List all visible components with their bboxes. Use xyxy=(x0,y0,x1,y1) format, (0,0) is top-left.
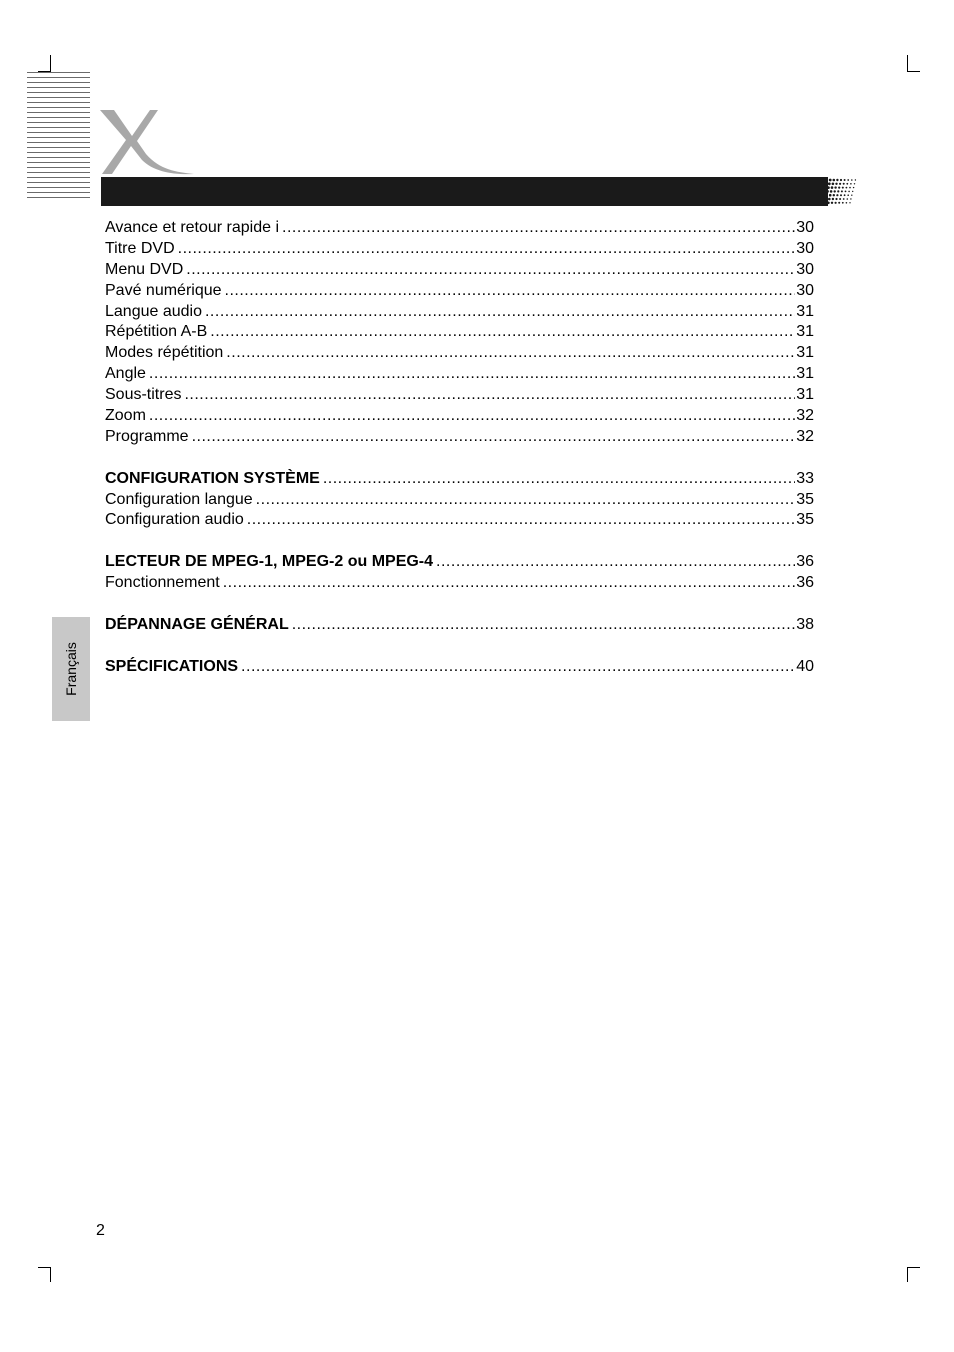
toc-spacer xyxy=(105,636,814,657)
halftone-dot xyxy=(851,195,852,196)
toc-dot-leader xyxy=(226,343,795,364)
toc-spacer xyxy=(105,531,814,552)
toc-dot-leader xyxy=(292,615,795,636)
toc-dot-leader xyxy=(282,218,795,239)
toc-entry xyxy=(105,490,814,511)
halftone-dot xyxy=(855,179,856,180)
toc-spacer xyxy=(105,448,814,469)
toc-dot-leader xyxy=(241,657,795,678)
halftone-dot xyxy=(828,182,831,185)
toc-dot-leader xyxy=(225,281,796,302)
halftone-dot xyxy=(853,187,854,188)
toc-entry-title: Modes répétition xyxy=(105,344,224,362)
toc-entry-page: 31 xyxy=(796,344,814,362)
crop-mark-top-right xyxy=(907,55,920,72)
toc-entry-page: 36 xyxy=(796,553,814,571)
toc-entry xyxy=(105,239,814,260)
toc-dot-leader xyxy=(149,406,795,427)
toc-dot-leader xyxy=(436,552,795,573)
halftone-dot xyxy=(835,202,837,204)
halftone-dot xyxy=(829,194,832,197)
halftone-dot xyxy=(821,182,824,185)
halftone-dot xyxy=(851,179,853,181)
halftone-dot xyxy=(836,194,838,196)
halftone-dot xyxy=(841,190,843,192)
language-tab xyxy=(52,617,90,721)
toc-entry-page: 31 xyxy=(796,323,814,341)
halftone-dot xyxy=(827,202,830,205)
toc-entry-page: 32 xyxy=(796,427,814,445)
halftone-dot xyxy=(848,191,850,193)
halftone-dot xyxy=(837,190,839,192)
toc-entry-page: 31 xyxy=(796,386,814,404)
halftone-dot xyxy=(840,194,842,196)
halftone-dot xyxy=(830,190,833,193)
toc-entry xyxy=(105,406,814,427)
halftone-dot xyxy=(823,201,826,204)
toc-entry-title: Avance et retour rapide i xyxy=(105,219,280,236)
halftone-dot xyxy=(820,186,823,189)
toc-entry-page: 38 xyxy=(796,615,814,633)
toc-dot-leader xyxy=(247,510,795,531)
halftone-dot xyxy=(827,186,830,189)
toc-entry-title: Configuration langue xyxy=(105,490,253,508)
toc-group xyxy=(105,657,814,678)
toc-entry-page: 33 xyxy=(796,469,814,487)
halftone-dot xyxy=(820,190,822,193)
toc-entry xyxy=(105,260,814,281)
halftone-dot xyxy=(846,202,848,204)
halftone-dot xyxy=(835,183,837,185)
toc-entry-title: Pavé numérique xyxy=(105,281,222,299)
toc-group xyxy=(105,552,814,594)
toc-entry-title: Sous-titres xyxy=(105,386,182,404)
toc-entry xyxy=(105,615,814,636)
halftone-dot xyxy=(854,183,855,184)
toc-entry xyxy=(105,218,814,239)
toc-entry xyxy=(105,385,814,406)
toc-entry-page: 35 xyxy=(796,511,814,529)
brand-x-logo-icon xyxy=(98,108,198,176)
decorative-stripes xyxy=(27,72,90,200)
halftone-dot xyxy=(832,183,835,186)
toc-entry xyxy=(105,343,814,364)
toc-dot-leader xyxy=(184,385,795,406)
halftone-dot xyxy=(843,198,845,200)
halftone-dot xyxy=(846,183,848,185)
halftone-dot xyxy=(852,191,853,192)
halftone-dot xyxy=(849,187,851,189)
toc-dot-leader xyxy=(192,427,796,448)
halftone-dot xyxy=(824,198,827,201)
halftone-dot xyxy=(823,186,826,189)
toc-entry-title: Programme xyxy=(105,427,189,445)
toc-dot-leader xyxy=(223,573,795,594)
toc-dot-leader xyxy=(186,260,795,281)
toc-entry-page: 30 xyxy=(796,239,814,257)
halftone-dot xyxy=(833,194,835,196)
halftone-dot xyxy=(838,187,840,189)
toc-entry xyxy=(105,364,814,385)
halftone-dot xyxy=(847,194,849,196)
halftone-dot xyxy=(825,194,828,197)
halftone-dots-decoration xyxy=(820,177,858,206)
language-tab-label: Français xyxy=(63,642,79,696)
toc-entry-title: LECTEUR DE MPEG-1, MPEG-2 ou MPEG-4 xyxy=(105,553,434,571)
halftone-dot xyxy=(829,179,832,182)
toc-entry xyxy=(105,281,814,302)
halftone-dot xyxy=(835,198,837,200)
page-number: 2 xyxy=(96,1222,105,1239)
toc-entry-page: 36 xyxy=(796,574,814,592)
halftone-dot xyxy=(825,179,828,182)
halftone-dot xyxy=(845,191,847,193)
toc-entry-page: 30 xyxy=(796,219,814,236)
toc-entry xyxy=(105,427,814,448)
halftone-dot xyxy=(836,179,838,181)
toc-entry-title: DÉPANNAGE GÉNÉRAL xyxy=(105,615,289,633)
toc-entry-title: Menu DVD xyxy=(105,260,184,278)
halftone-dot xyxy=(844,194,846,196)
halftone-dot xyxy=(840,179,842,181)
halftone-dot xyxy=(844,179,846,181)
toc-entry-title: Répétition A-B xyxy=(105,323,208,341)
halftone-dot xyxy=(831,202,833,204)
toc-dot-leader xyxy=(149,364,795,385)
halftone-dot xyxy=(824,182,827,185)
toc-entry-page: 30 xyxy=(796,281,814,299)
halftone-dot xyxy=(849,202,850,203)
toc-entry-page: 31 xyxy=(796,302,814,320)
halftone-dot xyxy=(822,194,825,197)
toc-entry-title: CONFIGURATION SYSTÈME xyxy=(105,469,320,487)
halftone-dot xyxy=(839,198,841,200)
toc-spacer xyxy=(105,594,814,615)
toc-dot-leader xyxy=(256,490,796,511)
toc-entry xyxy=(105,573,814,594)
toc-entry-page: 40 xyxy=(796,657,814,675)
table-of-contents xyxy=(105,218,814,678)
toc-entry xyxy=(105,302,814,323)
toc-entry xyxy=(105,469,814,490)
toc-entry-page: 32 xyxy=(796,407,814,425)
toc-entry-title: Angle xyxy=(105,365,146,383)
toc-dot-leader xyxy=(205,302,795,323)
crop-mark-bottom-left xyxy=(38,1267,51,1282)
toc-dot-leader xyxy=(210,322,795,343)
halftone-dot xyxy=(831,186,834,189)
toc-entry-title: Configuration audio xyxy=(105,511,244,529)
toc-group xyxy=(105,615,814,636)
halftone-dot xyxy=(846,187,848,189)
toc-entry-title: Langue audio xyxy=(105,302,202,320)
toc-group xyxy=(105,218,814,448)
crop-mark-top-left xyxy=(38,55,51,72)
halftone-dot xyxy=(839,183,841,185)
crop-mark-bottom-right xyxy=(907,1267,920,1282)
halftone-dot xyxy=(821,198,824,201)
halftone-dot xyxy=(838,202,840,204)
toc-entry-title: SPÉCIFICATIONS xyxy=(105,657,239,675)
toc-group xyxy=(105,469,814,532)
halftone-dot xyxy=(850,198,851,199)
toc-dot-leader xyxy=(323,469,795,490)
halftone-dot xyxy=(842,187,844,189)
toc-entry xyxy=(105,552,814,573)
halftone-dot xyxy=(847,179,849,181)
halftone-dot xyxy=(847,198,849,200)
header-bar xyxy=(101,177,828,206)
halftone-dot xyxy=(834,186,836,188)
halftone-dot xyxy=(842,202,844,204)
toc-entry-page: 30 xyxy=(796,260,814,278)
halftone-dot xyxy=(834,190,836,192)
halftone-dot xyxy=(820,201,823,204)
toc-entry xyxy=(105,322,814,343)
halftone-dot xyxy=(833,179,836,182)
toc-entry-page: 31 xyxy=(796,365,814,383)
halftone-dot xyxy=(822,190,825,193)
toc-entry xyxy=(105,657,814,678)
halftone-dot xyxy=(828,198,831,201)
halftone-dot xyxy=(850,183,852,185)
toc-entry-page: 35 xyxy=(796,490,814,508)
toc-entry-title: Zoom xyxy=(105,407,146,425)
toc-dot-leader xyxy=(178,239,796,260)
halftone-dot xyxy=(843,183,845,185)
toc-entry xyxy=(105,510,814,531)
halftone-dot xyxy=(826,190,829,193)
toc-entry-title: Titre DVD xyxy=(105,239,175,257)
halftone-dot xyxy=(832,198,834,200)
toc-entry-title: Fonctionnement xyxy=(105,574,220,592)
halftone-dot xyxy=(821,178,824,181)
